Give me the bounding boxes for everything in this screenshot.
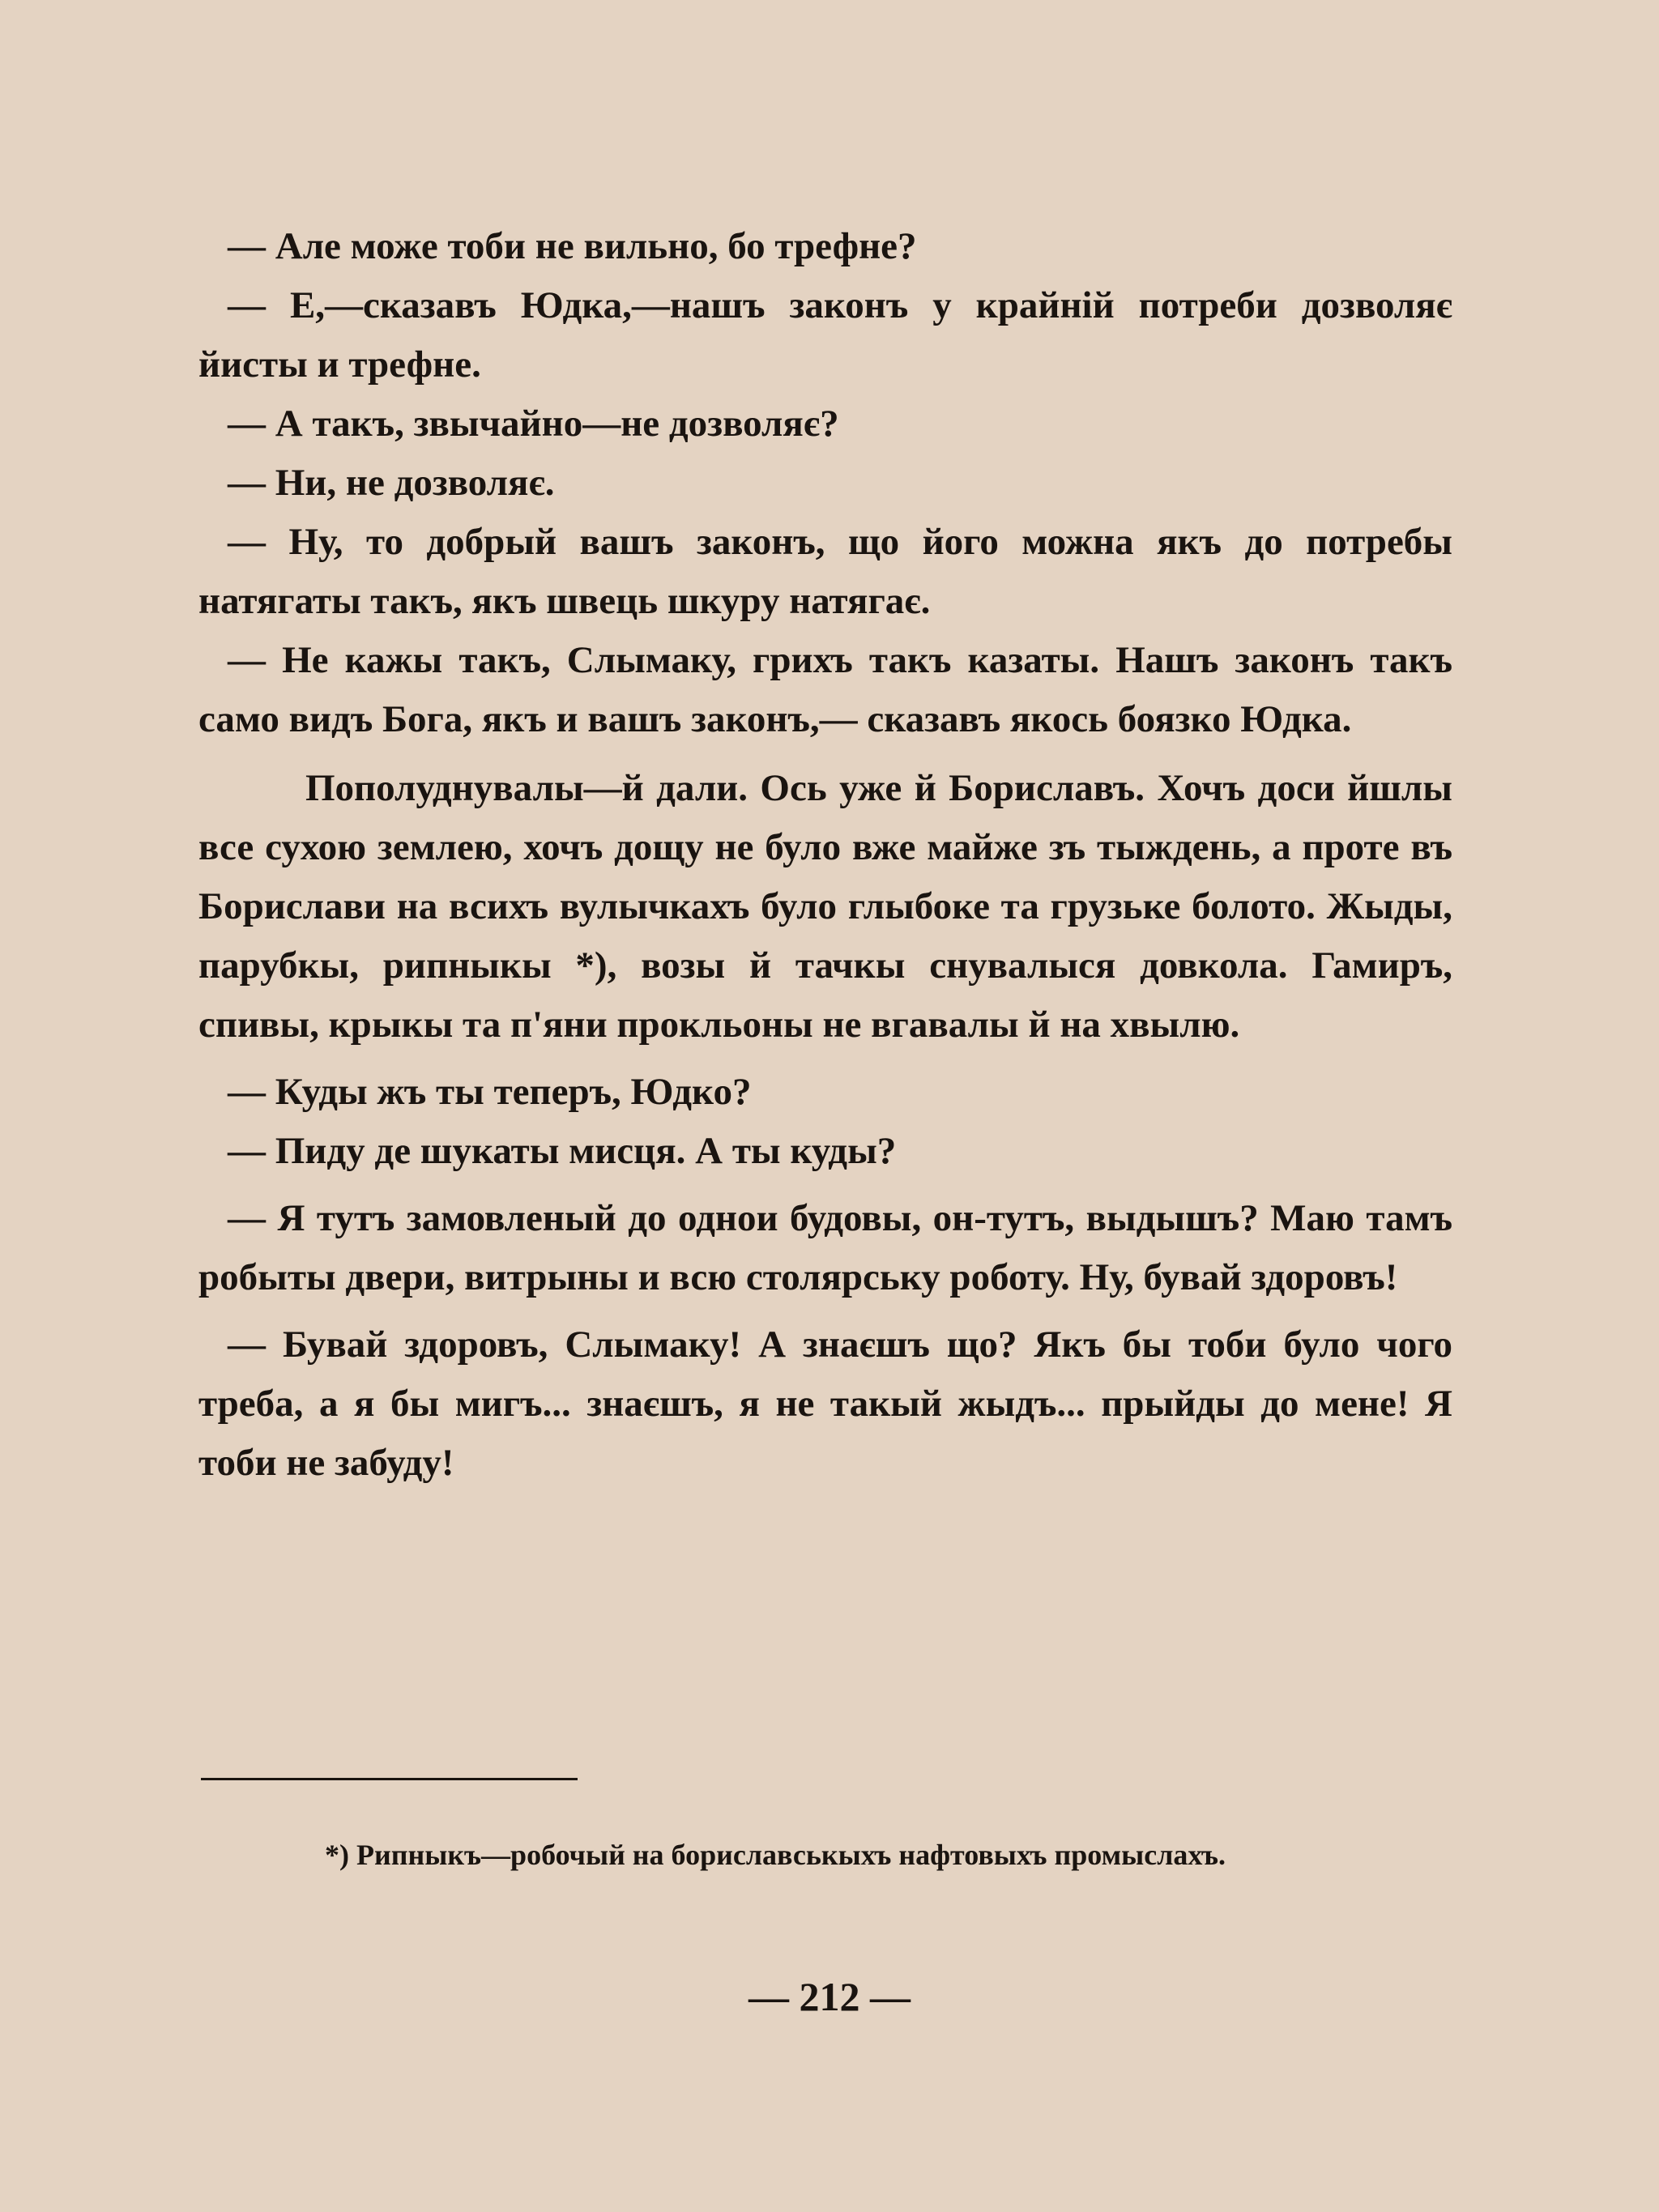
dialogue-line-6: — Не кажы такъ, Слымаку, грихъ такъ казаты. Нашъ законъ такъ само видъ Бога, якъ и вашъ законъ,— сказавъ якось боязко Юдка. (198, 639, 1452, 740)
dialogue-line-10: — Бувай здоровъ, Слымаку! А знаєшъ що? Якъ бы тоби було чого треба, а я бы мигъ... знаєшъ, я не такый жыдъ... прыйды до мене! Я тоби не забуду! (198, 1323, 1452, 1484)
footnote-divider (201, 1778, 578, 1780)
dialogue-line-4: — Ни, не дозволяє. (228, 462, 555, 504)
dialogue-line-8: — Пиду де шукаты мисця. А ты куды? (228, 1130, 897, 1172)
dialogue-line-5: — Ну, то добрый вашъ законъ, що його можна якъ до потребы натягаты такъ, якъ швець шкуру натягає. (198, 521, 1452, 622)
page-number: — 212 — (748, 1974, 911, 2019)
dialogue-line-7: — Куды жъ ты теперъ, Юдко? (228, 1071, 752, 1113)
dialogue-line-1: — Але може тоби не вильно, бо трефне? (228, 225, 917, 267)
dialogue-line-9: — Я тутъ замовленый до однои будовы, он-тутъ, выдышъ? Маю тамъ робыты двери, витрыны и всю столярську роботу. Ну, бувай здоровъ! (198, 1197, 1452, 1298)
narrative-paragraph: Пополуднувалы—й дали. Ось уже й Бориславъ. Хочъ доси йшлы все сухою землею, хочъ дощу не було вже майже зъ тыждень, а проте въ Борислави на всихъ вулычкахъ було глыбоке та грузьке болото. Жыды, парубкы, рипныкы *), возы й тачкы снувалыся довкола. Гамиръ, спивы, крыкы та п'яни прокльоны не вгавалы й на хвылю. (198, 767, 1452, 1046)
footnote: *) Рипныкъ—робочый на бориславськыхъ нафтовыхъ промыслахъ. (325, 1839, 1226, 1871)
dialogue-line-2: — Е,—сказавъ Юдка,—нашъ законъ у крайній потреби дозволяє йисты и трефне. (198, 284, 1452, 386)
dialogue-line-3: — А такъ, звычайно—не дозволяє? (228, 403, 839, 445)
main-text (198, 217, 1452, 1493)
